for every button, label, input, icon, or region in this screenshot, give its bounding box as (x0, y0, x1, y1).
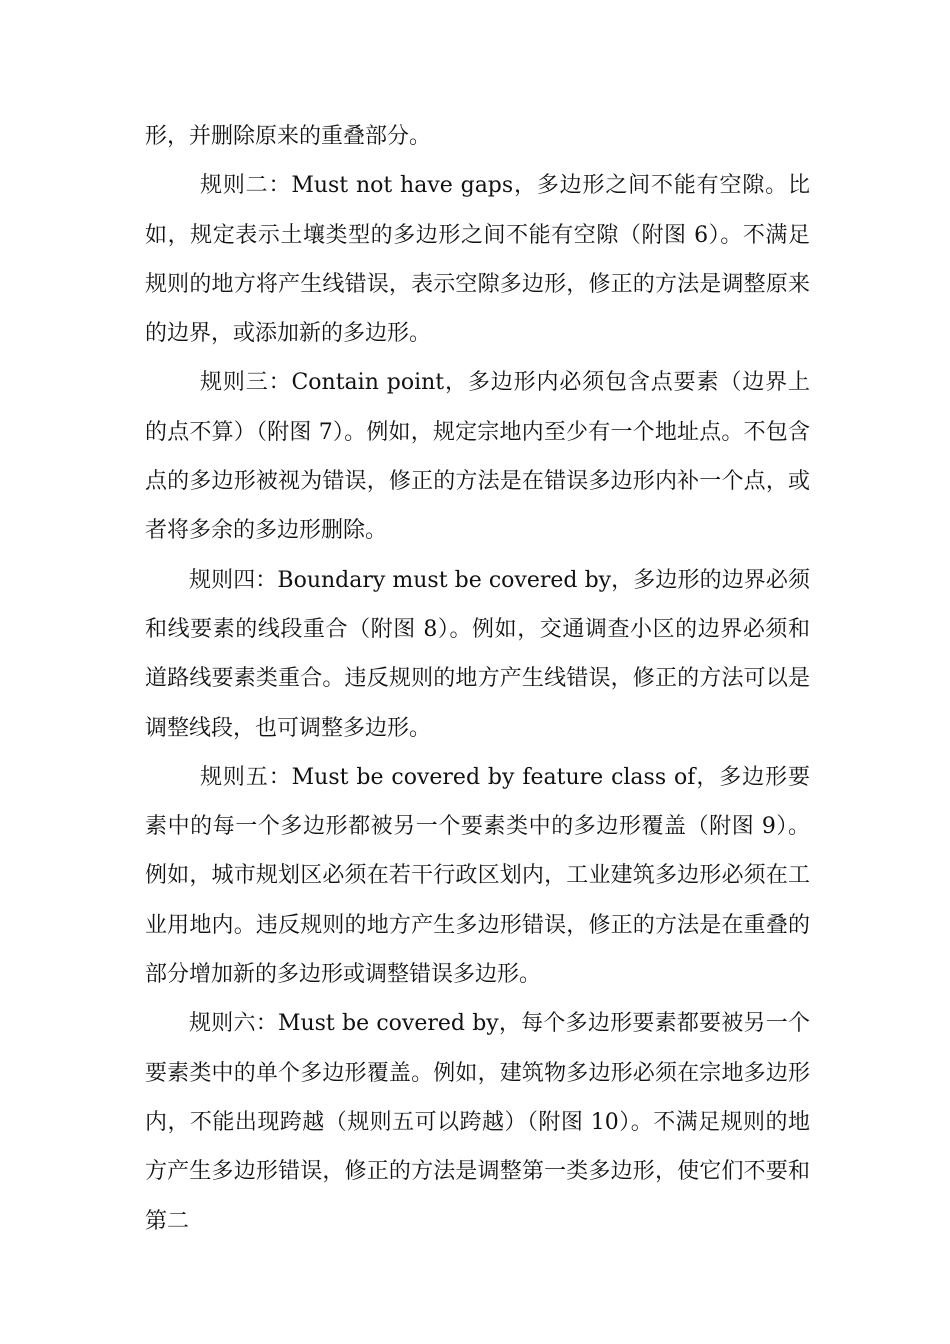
paragraph-rule-3: 规则三：Contain point，多边形内必须包含点要素（边界上的点不算）（附图 7）。例如，规定宗地内至少有一个地址点。不包含点的多边形被视为错误，修正的方法是在错误多边形内补一个点，或者将多余的多边形删除。 (145, 370, 810, 544)
paragraph-rule-5: 规则五：Must be covered by feature class of，多边形要素中的每一个多边形都被另一个要素类中的多边形覆盖（附图 9）。例如，城市规划区必须在若干行政区划内，工业建筑多边形必须在工业用地内。违反规则的地方产生多边形错误，修正的方法是在重叠的部分增加新的多边形或调整错误多边形。 (145, 764, 810, 988)
paragraph-continuation: 形，并删除原来的重叠部分。 (145, 124, 432, 149)
paragraph-rule-4: 规则四：Boundary must be covered by，多边形的边界必须和线要素的线段重合（附图 8）。例如，交通调查小区的边界必须和道路线要素类重合。违反规则的地方产生线错误，修正的方法可以是调整线段，也可调整多边形。 (145, 567, 810, 741)
paragraph-rule-6: 规则六：Must be covered by，每个多边形要素都要被另一个要素类中的单个多边形覆盖。例如，建筑物多边形必须在宗地多边形内，不能出现跨越（规则五可以跨越）（附图 10）。不满足规则的地方产生多边形错误，修正的方法是调整第一类多边形，使它们不要和第二 (145, 1011, 810, 1234)
document-body (145, 112, 810, 1246)
paragraph-rule-2: 规则二：Must not have gaps，多边形之间不能有空隙。比如，规定表示土壤类型的多边形之间不能有空隙（附图 6）。不满足规则的地方将产生线错误，表示空隙多边形，修正的方法是调整原来的边界，或添加新的多边形。 (145, 173, 810, 347)
